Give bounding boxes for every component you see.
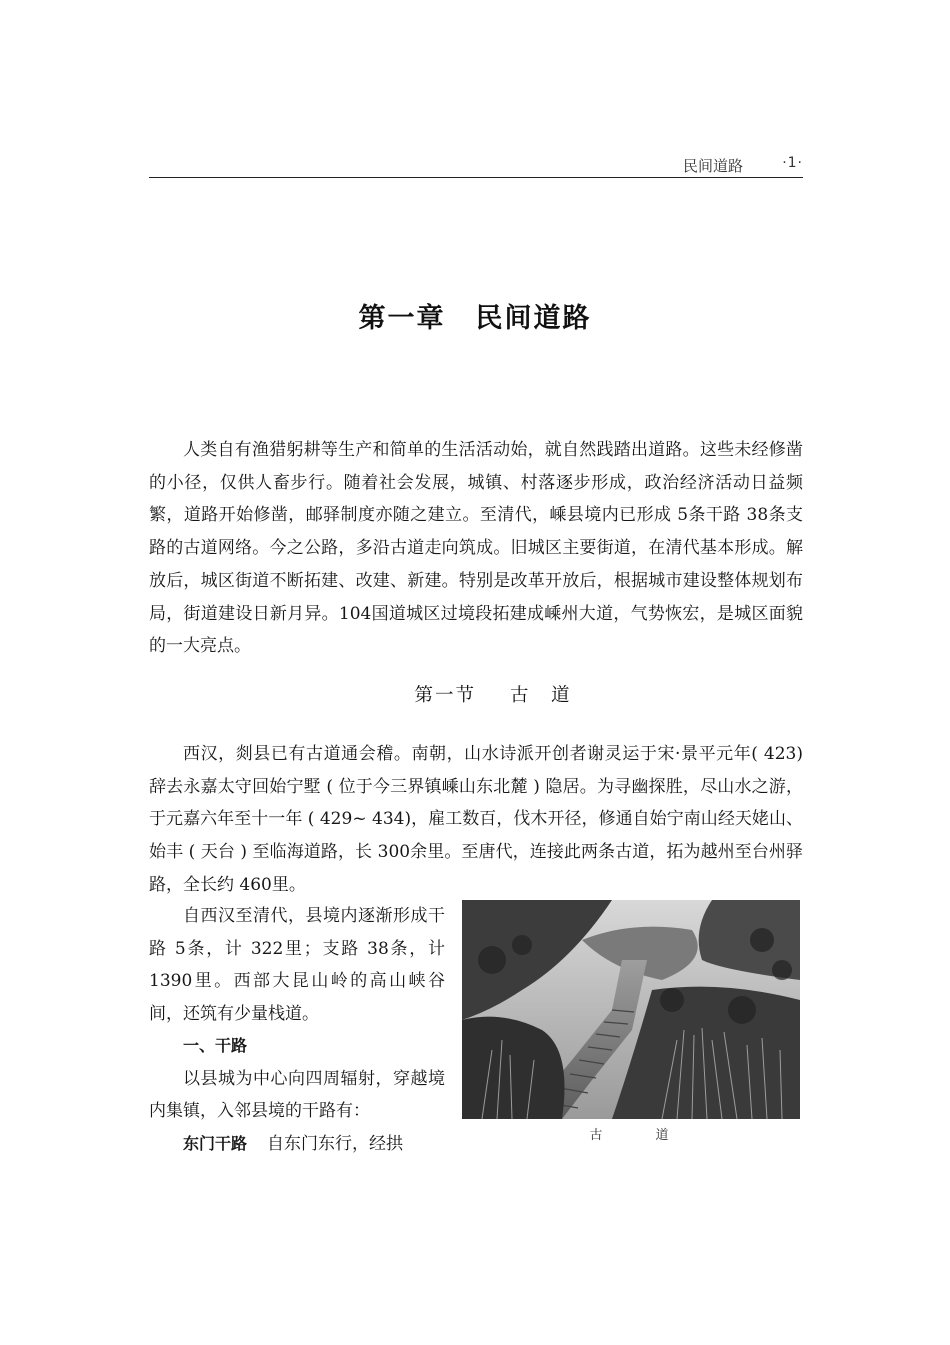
paragraph-road-counts: 自西汉至清代，县境内逐渐形成干路 5条，计 322里；支路 38条，计 1390里。西部大昆山岭的高山峡谷间，还筑有少量栈道。 — [149, 906, 445, 1024]
section-name: 古 道 — [510, 685, 572, 706]
paragraph-east-gate-road — [149, 1128, 445, 1161]
paragraph-ancient-road-history: 西汉，剡县已有古道通会稽。南朝，山水诗派开创者谢灵运于宋·景平元年( 423) 辞去永嘉太守回始宁墅 ( 位于今三界镇嵊山东北麓 ) 隐居。为寻幽探胜，尽山水之游，于元嘉六年至十一年 ( 429~ 434)，雇工数百，伐木开径，修通自始宁南山经天姥山、始丰 ( 天台 ) 至临海道路，长 300余里。至唐代，连接此两条古道，拓为越州至台州驿路，全长约 460里。 — [149, 744, 803, 895]
paragraph-main-roads-intro: 以县城为中心向四周辐射，穿越境内集镇，入邻县境的干路有： — [149, 1068, 445, 1121]
section-number: 第一节 — [414, 685, 476, 706]
section-title — [0, 681, 950, 707]
chapter-number: 第一章 — [358, 303, 446, 334]
page-number: ·1· — [782, 155, 803, 171]
chapter-title — [0, 296, 950, 335]
east-gate-road-lead: 东门干路 — [183, 1133, 248, 1153]
running-header-section: 民间道路 — [682, 157, 743, 175]
running-header — [149, 153, 803, 178]
chapter-name: 民间道路 — [475, 303, 592, 334]
subheading-main-roads: 一、干路 — [183, 1036, 248, 1055]
east-gate-road-text: 自东门东行，经拱 — [267, 1133, 404, 1154]
ancient-road-photo — [462, 900, 800, 1119]
left-column — [149, 900, 445, 1160]
intro-paragraph: 人类自有渔猎躬耕等生产和简单的生活活动始，就自然践踏出道路。这些未经修凿的小径，仅供人畜步行。随着社会发展，城镇、村落逐步形成，政治经济活动日益频繁，道路开始修凿，邮驿制度亦随之建立。至清代，嵊县境内已形成 5条干路 38条支路的古道网络。今之公路，多沿古道走向筑成。旧城区主要街道，在清代基本形成。解放后，城区街道不断拓建、改建、新建。特别是改革开放后，根据城市建设整体规划布局，街道建设日新月异。104国道城区过境段拓建成嵊州大道，气势恢宏，是城区面貌的一大亮点。 — [149, 440, 803, 657]
figure-caption: 古 道 — [589, 1128, 689, 1143]
